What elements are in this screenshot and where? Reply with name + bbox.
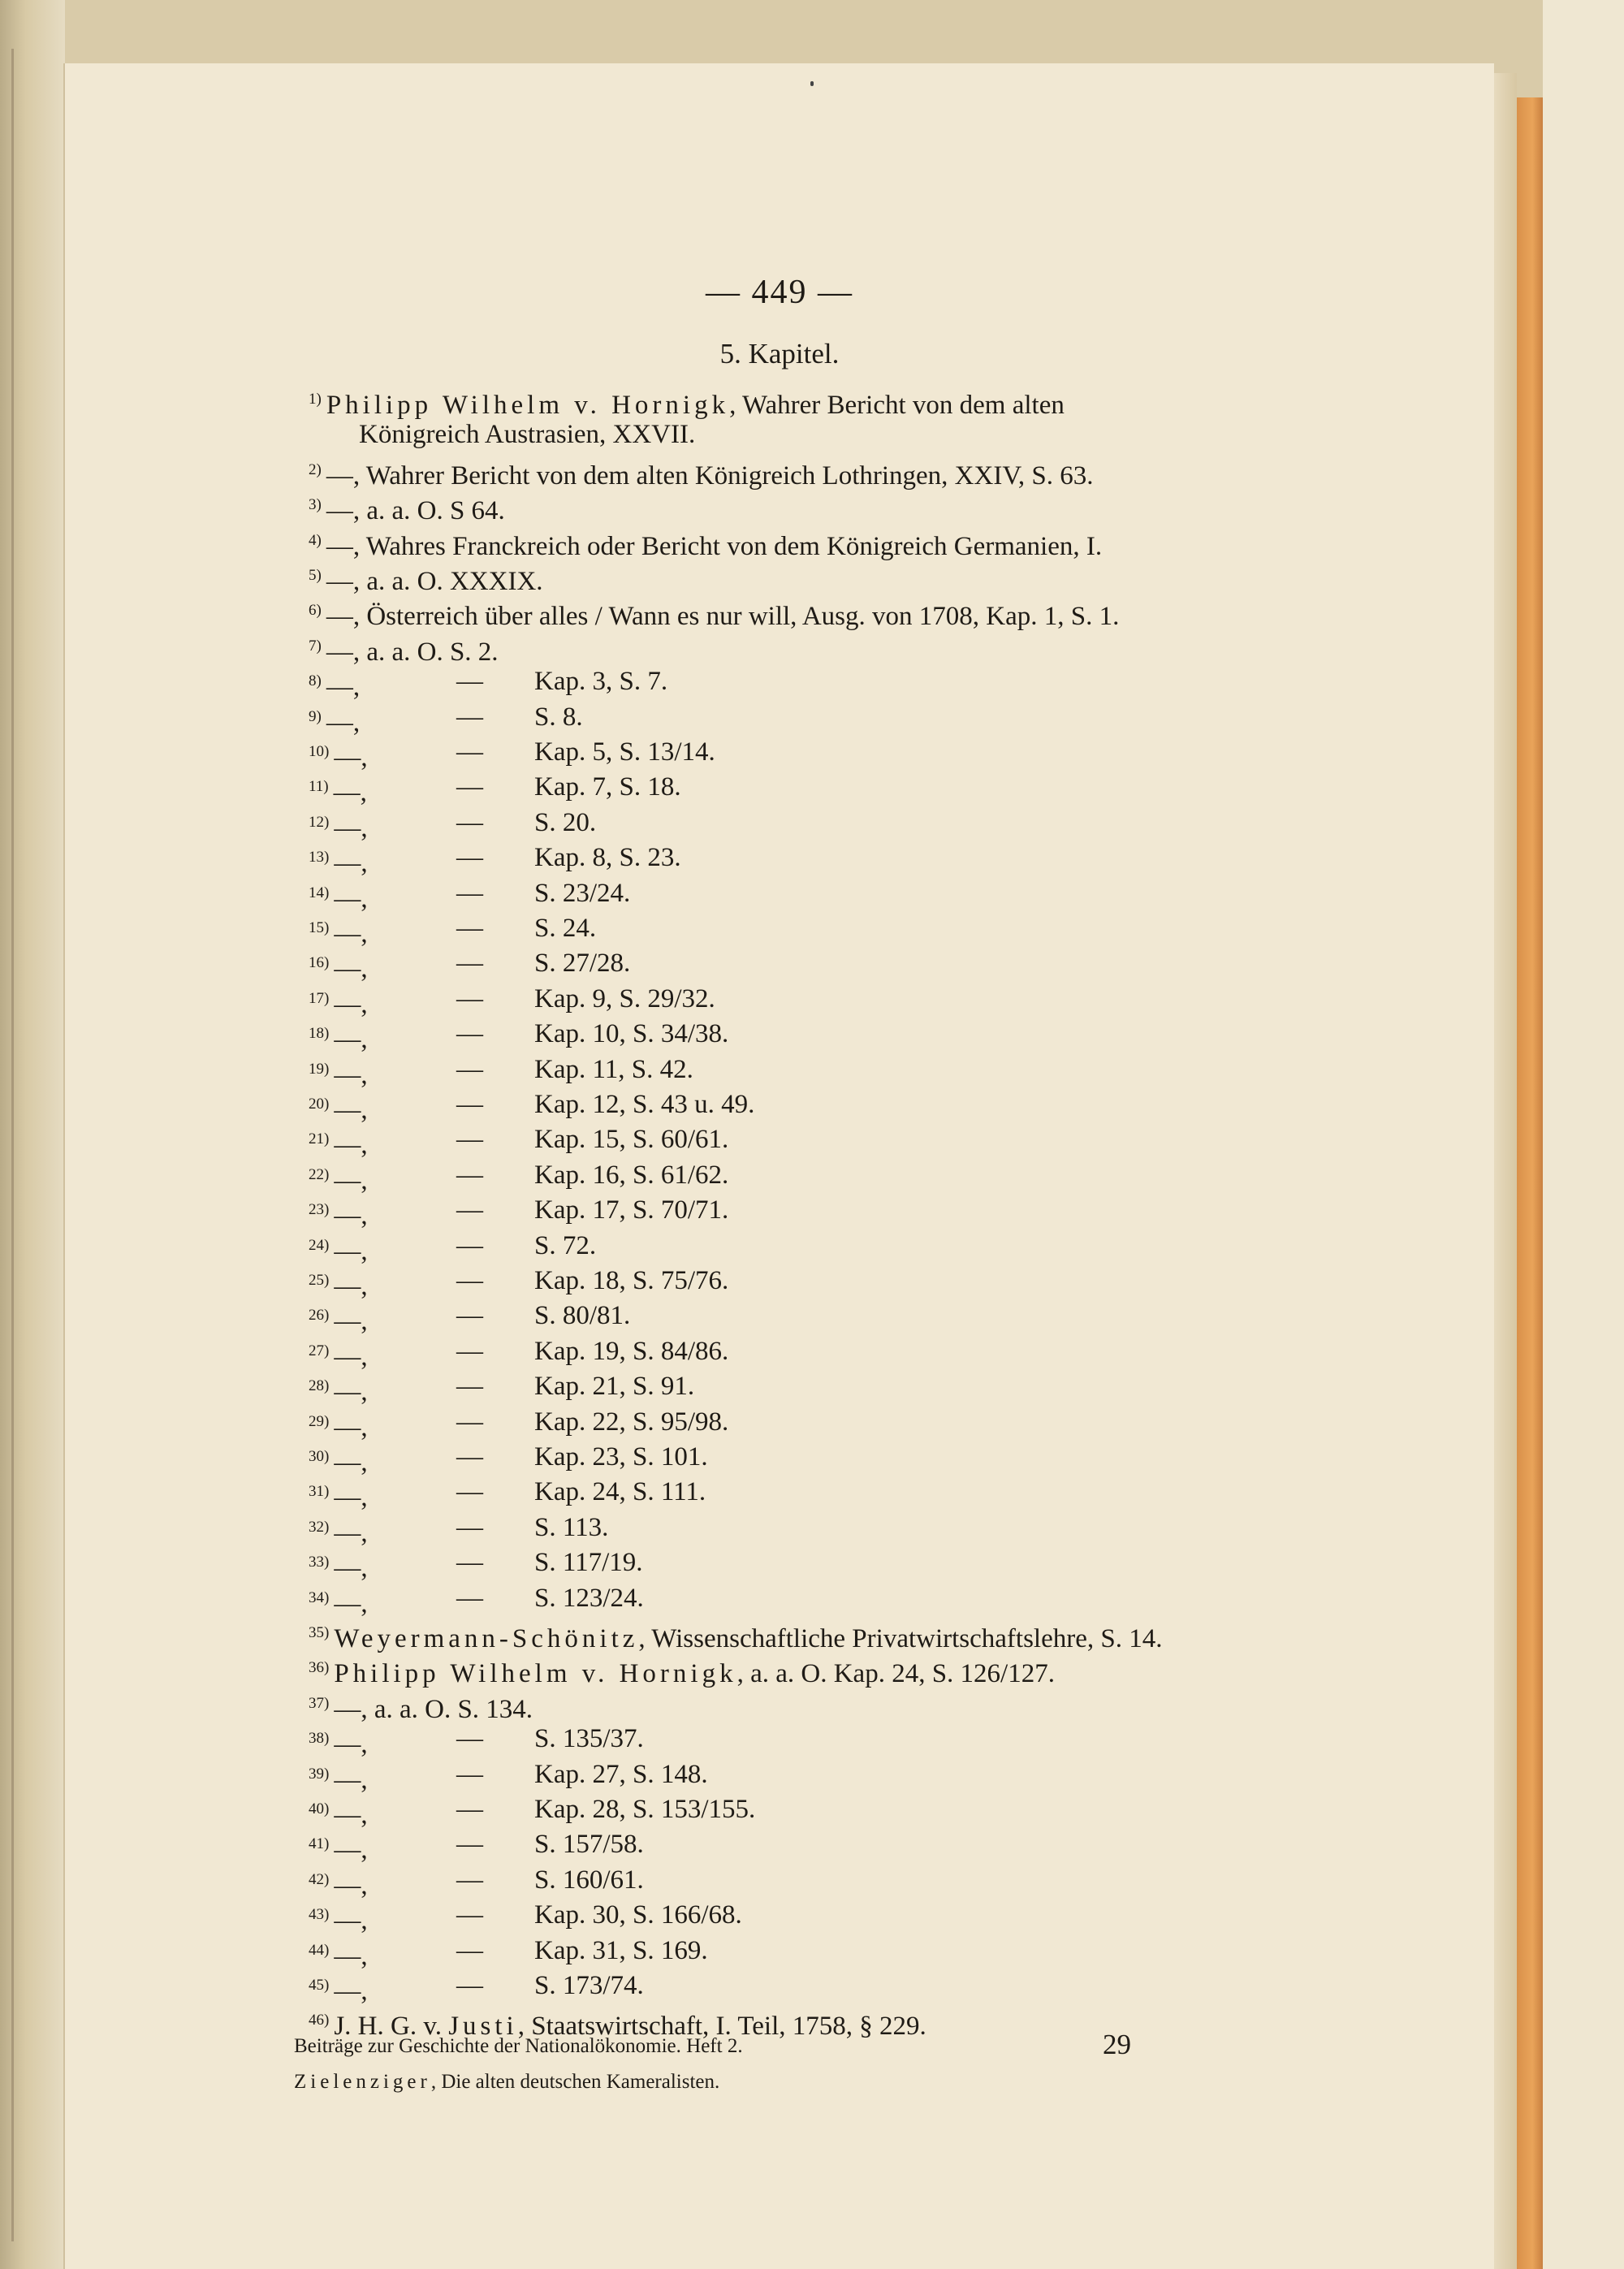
footnote-text: Kap. 30, S. 166/68. xyxy=(534,1900,742,1930)
footnote-text: Wahrer Bericht von dem alten Königreich Lothringen, XXIV, S. 63. xyxy=(365,460,1094,491)
footnote-prefix: J. H. G. v. xyxy=(334,2012,449,2042)
footnote xyxy=(309,1404,729,1442)
ditto-mark: — xyxy=(456,1477,483,1507)
footnote xyxy=(309,382,1065,420)
ditto-dash: —, xyxy=(334,1342,368,1372)
footnote xyxy=(309,1545,643,1584)
ditto-dash: —, xyxy=(326,496,367,526)
ditto-dash: —, xyxy=(326,672,361,702)
footnote-text: a. a. O. XXXIX. xyxy=(366,567,543,596)
ditto-mark: — xyxy=(456,1935,483,1965)
ditto-mark: — xyxy=(456,1336,483,1366)
footnote-text: Kap. 7, S. 18. xyxy=(534,772,681,802)
footnote-number: 31) xyxy=(309,1483,330,1501)
footnote-text: S. 8. xyxy=(534,702,583,732)
ditto-dash: —, xyxy=(334,919,368,949)
footnote-text: S. 27/28. xyxy=(534,949,631,979)
ditto-mark: — xyxy=(456,983,483,1013)
ditto-dash: —, xyxy=(334,989,368,1019)
footnote-number: 36) xyxy=(309,1659,330,1677)
footnote-number: 33) xyxy=(309,1554,330,1571)
ditto-mark: — xyxy=(456,737,483,767)
footnote xyxy=(309,1333,729,1372)
footnote xyxy=(309,1757,708,1795)
footnote-number: 12) xyxy=(309,813,330,831)
volume-title-rest: , Die alten deutschen Kameralisten. xyxy=(430,2071,720,2093)
footnote-text: Kap. 11, S. 42. xyxy=(534,1054,693,1084)
footnote-author: Philipp Wilhelm v. Hornigk xyxy=(334,1659,737,1689)
ditto-dash: —, xyxy=(334,743,368,772)
footnote xyxy=(309,1897,742,1936)
ditto-mark: — xyxy=(456,949,483,979)
footnote xyxy=(309,558,543,594)
footnote-text: S. 135/37. xyxy=(534,1724,644,1754)
footnote-text: Kap. 8, S. 23. xyxy=(534,843,681,873)
footnote xyxy=(309,699,583,737)
footnote-number: 22) xyxy=(309,1165,330,1183)
footnote-author: Weyermann-Schönitz xyxy=(334,1624,639,1653)
footnote-number: 45) xyxy=(309,1977,330,1994)
footnote-number: 42) xyxy=(309,1870,330,1888)
footnote-number: 2) xyxy=(309,460,322,478)
footnote-number: 43) xyxy=(309,1906,330,1924)
page-stack-edge xyxy=(1492,73,1517,2269)
footnote-text: S. 117/19. xyxy=(534,1548,643,1578)
footnote xyxy=(309,1016,729,1055)
footnote-number: 34) xyxy=(309,1588,330,1606)
footnote-text: Kap. 10, S. 34/38. xyxy=(534,1019,729,1049)
footnote xyxy=(309,910,597,949)
ink-spot xyxy=(810,81,814,86)
ditto-dash: —, xyxy=(334,1412,368,1442)
footnote xyxy=(309,593,1120,632)
ditto-dash: —, xyxy=(334,1272,368,1301)
footnote-number: 46) xyxy=(309,2012,330,2029)
ditto-dash: —, xyxy=(326,567,367,596)
footnote-number: 25) xyxy=(309,1272,330,1289)
ditto-dash: —, xyxy=(334,1025,368,1055)
footnote-author: Justi xyxy=(448,2012,518,2042)
ditto-dash: —, xyxy=(334,1554,368,1584)
footnote-continuation: Königreich Austrasien, XXVII. xyxy=(359,420,696,450)
footnote-text: Kap. 31, S. 169. xyxy=(534,1935,708,1965)
book-page xyxy=(63,63,1494,2269)
footnote-number: 16) xyxy=(309,954,330,972)
ditto-dash: —, xyxy=(334,1835,368,1865)
footnote xyxy=(309,1791,756,1830)
footnote-text: Kap. 17, S. 70/71. xyxy=(534,1195,729,1225)
footnote-number: 15) xyxy=(309,919,330,936)
ditto-mark: — xyxy=(456,1019,483,1049)
footnote xyxy=(309,487,505,526)
footnote-text: S. 80/81. xyxy=(534,1301,631,1331)
ditto-dash: —, xyxy=(334,1483,368,1513)
ditto-dash: —, xyxy=(326,460,366,491)
footnote xyxy=(309,1968,644,2006)
footnote xyxy=(309,981,715,1019)
footnote-number: 38) xyxy=(309,1730,330,1748)
ditto-dash: —, xyxy=(334,1977,368,2006)
footnote xyxy=(309,452,1094,491)
footnote-number: 27) xyxy=(309,1342,330,1359)
footnote xyxy=(309,523,1102,559)
footnote xyxy=(309,1228,597,1266)
ditto-mark: — xyxy=(456,1266,483,1295)
footnote-number: 40) xyxy=(309,1800,330,1817)
footnote-number: 26) xyxy=(309,1307,330,1325)
footnote-number: 32) xyxy=(309,1518,330,1536)
footnote-text: S. 113. xyxy=(534,1512,609,1542)
ditto-dash: —, xyxy=(334,813,368,843)
footnote xyxy=(309,1721,644,1760)
ditto-mark: — xyxy=(456,1583,483,1613)
footnote xyxy=(309,1510,609,1548)
footnote xyxy=(309,1933,708,1971)
ditto-mark: — xyxy=(456,878,483,908)
ditto-mark: — xyxy=(456,1795,483,1824)
footnote xyxy=(309,2003,926,2042)
footnote-text: , Staatswirtschaft, I. Teil, 1758, § 229. xyxy=(517,2012,926,2042)
footnote xyxy=(309,1298,631,1337)
footnote-number: 14) xyxy=(309,884,330,901)
footnote xyxy=(309,663,668,702)
footnote-number: 17) xyxy=(309,989,330,1007)
footnote-number: 19) xyxy=(309,1060,330,1078)
ditto-dash: —, xyxy=(334,1448,368,1477)
footnote xyxy=(309,1263,729,1301)
footnote-text: Kap. 12, S. 43 u. 49. xyxy=(534,1090,755,1119)
footnote-number: 37) xyxy=(309,1694,330,1712)
footnote-text: S. 173/74. xyxy=(534,1971,644,2000)
footnote-number: 44) xyxy=(309,1941,330,1959)
footnote-text: Wahres Franckreich oder Bericht von dem Königreich Germanien, I. xyxy=(365,531,1103,561)
footnote-text: Kap. 3, S. 7. xyxy=(534,667,668,697)
footnote-text: S. 160/61. xyxy=(534,1865,644,1895)
ditto-mark: — xyxy=(456,1407,483,1437)
ditto-mark: — xyxy=(456,1442,483,1472)
footnote xyxy=(309,1052,693,1090)
background xyxy=(1543,0,1624,2269)
footnote xyxy=(309,1650,1055,1689)
ditto-dash: —, xyxy=(334,1236,368,1266)
footnote-number: 29) xyxy=(309,1412,330,1430)
ditto-dash: —, xyxy=(334,1870,368,1900)
ditto-dash: —, xyxy=(334,849,368,879)
ditto-dash: —, xyxy=(334,1201,368,1231)
footnote-text: Kap. 21, S. 91. xyxy=(534,1372,695,1402)
footnote xyxy=(309,840,681,879)
ditto-mark: — xyxy=(456,1724,483,1754)
footnote-text: Kap. 16, S. 61/62. xyxy=(534,1160,729,1190)
footnote xyxy=(309,1862,644,1900)
ditto-mark: — xyxy=(456,1195,483,1225)
ditto-mark: — xyxy=(456,1090,483,1119)
footnote-text: S. 72. xyxy=(534,1230,597,1260)
footnote-number: 10) xyxy=(309,743,330,760)
footnote xyxy=(309,1157,729,1195)
footnote-text: Kap. 23, S. 101. xyxy=(534,1442,708,1472)
footnote-number: 28) xyxy=(309,1377,330,1395)
footnote xyxy=(309,1686,533,1722)
footnote-text: a. a. O. S. 134. xyxy=(374,1694,533,1724)
footnote-number: 1) xyxy=(309,391,322,408)
ditto-dash: —, xyxy=(334,1377,368,1407)
ditto-dash: —, xyxy=(326,602,367,632)
book-cover-edge xyxy=(1517,97,1543,2269)
footnote-text: Kap. 24, S. 111. xyxy=(534,1477,706,1507)
footnote-number: 11) xyxy=(309,778,329,796)
ditto-mark: — xyxy=(456,1125,483,1155)
footnote-text: S. 23/24. xyxy=(534,878,631,908)
ditto-mark: — xyxy=(456,1054,483,1084)
footnote xyxy=(309,1615,1163,1651)
ditto-mark: — xyxy=(456,1548,483,1578)
ditto-dash: —, xyxy=(334,1588,368,1619)
gutter-shadow xyxy=(11,49,14,2241)
ditto-mark: — xyxy=(456,807,483,837)
footnote-text: , Wahrer Bericht von dem alten xyxy=(729,391,1065,420)
footnote xyxy=(309,1122,729,1160)
footnote-number: 13) xyxy=(309,849,330,867)
footnote-number: 8) xyxy=(309,672,322,690)
ditto-mark: — xyxy=(456,1512,483,1542)
footnote xyxy=(309,1580,644,1619)
footnote xyxy=(309,1368,695,1407)
page-number-header: — 449 — xyxy=(706,274,853,311)
binding-gutter xyxy=(0,0,65,2269)
ditto-mark: — xyxy=(456,1971,483,2000)
footnote-number: 9) xyxy=(309,707,322,725)
volume-title xyxy=(294,2071,719,2094)
footnote xyxy=(309,805,597,843)
ditto-mark: — xyxy=(456,667,483,697)
ditto-mark: — xyxy=(456,843,483,873)
footnote xyxy=(309,1087,755,1125)
ditto-dash: —, xyxy=(334,1096,368,1125)
footnote-text: , a. a. O. Kap. 24, S. 126/127. xyxy=(736,1659,1055,1689)
footnote-text: Kap. 28, S. 153/155. xyxy=(534,1795,756,1824)
footnote-author: Philipp Wilhelm v. Hornigk xyxy=(326,391,730,420)
footnote-text: Kap. 15, S. 60/61. xyxy=(534,1125,729,1155)
footnote xyxy=(309,769,681,808)
ditto-mark: — xyxy=(456,772,483,802)
footnote-text: Kap. 5, S. 13/14. xyxy=(534,737,715,767)
ditto-dash: —, xyxy=(334,1730,368,1760)
footnote xyxy=(309,945,631,984)
ditto-mark: — xyxy=(456,1900,483,1930)
footnote xyxy=(309,1192,729,1231)
footnote-text: S. 157/58. xyxy=(534,1830,644,1860)
footnote-text: S. 20. xyxy=(534,807,597,837)
footnote-number: 23) xyxy=(309,1201,330,1219)
ditto-dash: —, xyxy=(334,1165,368,1195)
footnote-text: Kap. 22, S. 95/98. xyxy=(534,1407,729,1437)
volume-author: Zielenziger xyxy=(294,2071,431,2093)
footnote xyxy=(309,734,715,772)
chapter-title: 5. Kapitel. xyxy=(719,338,840,370)
footnote-text: a. a. O. S. 2. xyxy=(366,637,499,667)
footnote-number: 7) xyxy=(309,637,322,655)
footnote-number: 18) xyxy=(309,1025,330,1043)
footnote xyxy=(309,1439,708,1477)
footnote-number: 30) xyxy=(309,1448,330,1465)
footnote-number: 6) xyxy=(309,602,322,620)
ditto-mark: — xyxy=(456,1865,483,1895)
ditto-dash: —, xyxy=(334,1130,368,1160)
footnote-text: , Wissenschaftliche Privatwirtschaftslehre, S. 14. xyxy=(638,1624,1163,1653)
ditto-dash: —, xyxy=(334,1060,368,1090)
ditto-dash: —, xyxy=(326,707,361,737)
footnote-number: 41) xyxy=(309,1835,330,1853)
ditto-dash: —, xyxy=(334,1518,368,1548)
footnote xyxy=(309,1474,706,1513)
series-title: Beiträge zur Geschichte der Nationalökonomie. Heft 2. xyxy=(294,2035,743,2057)
printer-signature: 29 xyxy=(1103,2029,1131,2060)
footnote-text: S. 123/24. xyxy=(534,1583,644,1613)
ditto-mark: — xyxy=(456,1301,483,1331)
footnote-number: 4) xyxy=(309,531,322,549)
ditto-mark: — xyxy=(456,914,483,943)
ditto-dash: —, xyxy=(334,1941,368,1971)
ditto-mark: — xyxy=(456,702,483,732)
footnote-number: 21) xyxy=(309,1130,330,1148)
footnote xyxy=(309,629,499,667)
footnote-text: Kap. 19, S. 84/86. xyxy=(534,1336,729,1366)
ditto-dash: —, xyxy=(333,778,367,808)
ditto-dash: —, xyxy=(334,1800,368,1830)
ditto-mark: — xyxy=(456,1230,483,1260)
ditto-dash: —, xyxy=(334,1307,368,1337)
ditto-dash: —, xyxy=(334,1694,374,1724)
ditto-dash: —, xyxy=(326,531,366,561)
footnote-text: S. 24. xyxy=(534,914,597,943)
footnote-text: Kap. 18, S. 75/76. xyxy=(534,1266,729,1295)
ditto-dash: —, xyxy=(334,884,368,914)
footnote-number: 3) xyxy=(309,496,322,514)
ditto-mark: — xyxy=(456,1372,483,1402)
footnote-text: Kap. 27, S. 148. xyxy=(534,1759,708,1789)
ditto-dash: —, xyxy=(334,954,368,984)
ditto-mark: — xyxy=(456,1830,483,1860)
ditto-mark: — xyxy=(456,1759,483,1789)
footnote-text: Kap. 9, S. 29/32. xyxy=(534,983,715,1013)
footnote-number: 5) xyxy=(309,567,322,584)
footnote-number: 24) xyxy=(309,1236,330,1254)
ditto-dash: —, xyxy=(326,637,367,667)
footnote-text: Österreich über alles / Wann es nur will, Ausg. von 1708, Kap. 1, S. 1. xyxy=(366,602,1120,632)
footnote-text: a. a. O. S 64. xyxy=(366,496,505,526)
footnote xyxy=(309,1826,644,1865)
footnote-number: 39) xyxy=(309,1765,330,1783)
footnote-number: 20) xyxy=(309,1096,330,1113)
ditto-dash: —, xyxy=(334,1906,368,1936)
ditto-dash: —, xyxy=(334,1765,368,1795)
footnote-number: 35) xyxy=(309,1624,330,1641)
ditto-mark: — xyxy=(456,1160,483,1190)
footnote xyxy=(309,875,631,914)
